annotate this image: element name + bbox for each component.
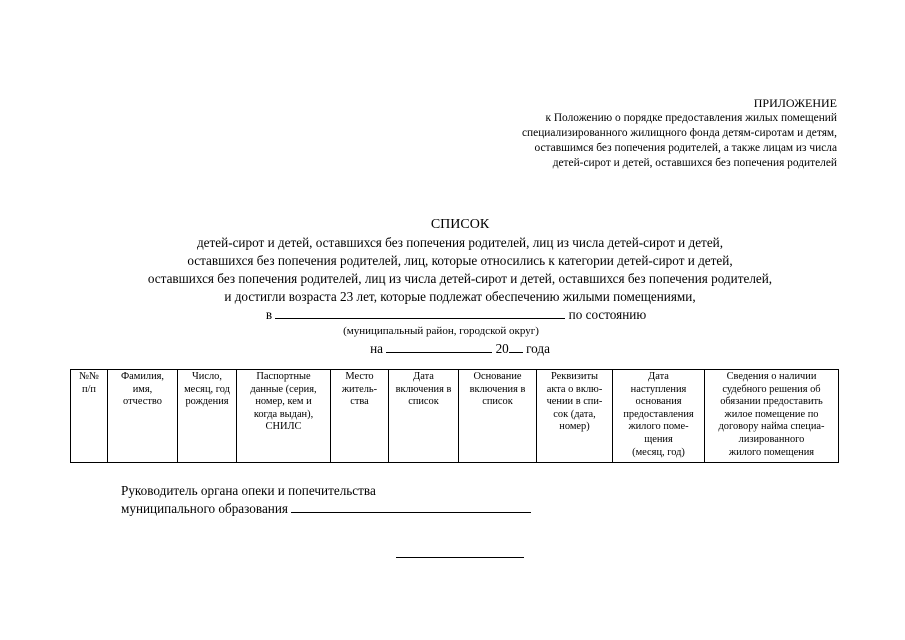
column-header-number: [71, 370, 108, 463]
column-header-line: номер): [559, 421, 590, 433]
column-header-residence: [331, 370, 389, 463]
signature-block: [121, 482, 531, 518]
column-header-line: Место: [345, 371, 374, 382]
column-header-line: жилого помещения: [728, 446, 815, 458]
column-header-line: отчество: [123, 396, 162, 408]
column-header-line: судебного решения об: [722, 383, 821, 395]
column-header-court-decision: [705, 370, 839, 463]
column-header-line: Фамилия,: [120, 371, 165, 382]
column-header-passport: [237, 370, 331, 463]
column-header-line: рождения: [185, 396, 229, 408]
appendix-line: к Положению о порядке предоставления жилых помещений: [545, 112, 837, 124]
column-header-line: включения в: [395, 383, 452, 395]
signature-blank-line[interactable]: [291, 500, 531, 513]
column-header-line: акта о вклю-: [546, 383, 603, 395]
column-header-line: когда выдан),: [253, 408, 314, 420]
column-header-line: Дата: [413, 371, 434, 382]
table-header-row: [71, 370, 839, 463]
column-header-line: Реквизиты: [551, 371, 598, 382]
year-prefix: 20: [495, 341, 509, 356]
appendix-line: детей-сирот и детей, оставшихся без попечения родителей: [552, 157, 837, 169]
column-header-line: Число,: [192, 371, 222, 382]
title-line: детей-сирот и детей, оставшихся без попечения родителей, лиц из числа детей-сирот и детей,: [196, 235, 724, 250]
document-title: СПИСОК: [430, 217, 490, 232]
signature-line-1: Руководитель органа опеки и попечительства: [121, 483, 376, 498]
in-suffix: по состоянию: [568, 307, 647, 322]
column-header-line: №№: [79, 371, 99, 382]
column-header-line: п/п: [81, 383, 96, 395]
column-header-line: месяц, год: [184, 383, 230, 395]
column-header-line: обязании предоставить: [720, 396, 823, 408]
appendix-line: специализированного жилищного фонда детям-сиротам и детям,: [522, 127, 837, 139]
column-header-line: список: [482, 396, 513, 408]
signature-line-2: муниципального образования: [121, 501, 288, 516]
municipality-row: [62, 306, 850, 324]
title-block: [70, 216, 850, 358]
column-header-line: договору найма специа-: [718, 421, 825, 433]
column-header-line: наступления: [630, 383, 687, 395]
column-header-line: предоставления: [623, 408, 694, 420]
date-row: [70, 340, 850, 358]
column-header-line: имя,: [132, 383, 153, 395]
column-header-line: включения в: [469, 383, 526, 395]
column-header-act-details: [537, 370, 613, 463]
column-header-line: Паспортные: [256, 371, 311, 382]
municipality-blank-line[interactable]: [275, 306, 565, 319]
column-header-birth-date: [178, 370, 237, 463]
column-header-line: Дата: [648, 371, 669, 382]
column-header-line: жилого поме-: [628, 421, 689, 433]
signature-row-2: [121, 500, 531, 518]
children-list-table: [70, 369, 839, 463]
column-header-line: сок (дата,: [553, 408, 596, 420]
title-line: оставшихся без попечения родителей, лиц из числа детей-сирот и детей, оставшихся без попечения родителей,: [147, 271, 773, 286]
on-prefix: на: [370, 341, 383, 356]
year-blank-line[interactable]: [509, 340, 523, 353]
column-header-line: данные (серия,: [250, 383, 317, 395]
column-header-line: основания: [635, 396, 682, 408]
column-header-line: чении в спи-: [546, 396, 603, 408]
in-prefix: в: [265, 307, 273, 322]
column-header-line: житель-: [341, 383, 378, 395]
year-suffix: года: [526, 341, 550, 356]
column-header-line: (месяц, год): [632, 446, 685, 458]
appendix-line: оставшимся без попечения родителей, а также лицам из числа: [534, 142, 837, 154]
date-blank-line[interactable]: [386, 340, 492, 353]
column-header-line: список: [408, 396, 439, 408]
column-header-inclusion-basis: [459, 370, 537, 463]
appendix-heading: ПРИЛОЖЕНИЕ: [753, 96, 837, 110]
title-line: и достигли возраста 23 лет, которые подлежат обеспечению жилыми помещениями,: [224, 289, 696, 304]
column-header-basis-date: [613, 370, 705, 463]
column-header-line: лизированного: [738, 433, 805, 445]
column-header-inclusion-date: [389, 370, 459, 463]
column-header-line: Основание: [473, 371, 522, 382]
column-header-full-name: [108, 370, 178, 463]
column-header-line: СНИЛС: [265, 421, 302, 433]
column-header-line: номер, кем и: [255, 396, 312, 408]
column-header-line: щения: [644, 433, 673, 445]
column-header-line: ства: [350, 396, 369, 408]
municipality-note: (муниципальный район, городской округ): [343, 325, 539, 337]
title-line: оставшихся без попечения родителей, лиц, которые относились к категории детей-сирот и детей,: [187, 253, 733, 268]
column-header-line: Сведения о наличии: [726, 371, 817, 382]
appendix-block: [522, 96, 837, 171]
column-header-line: жилое помещение по: [724, 408, 819, 420]
bottom-separator-line: [396, 557, 524, 558]
